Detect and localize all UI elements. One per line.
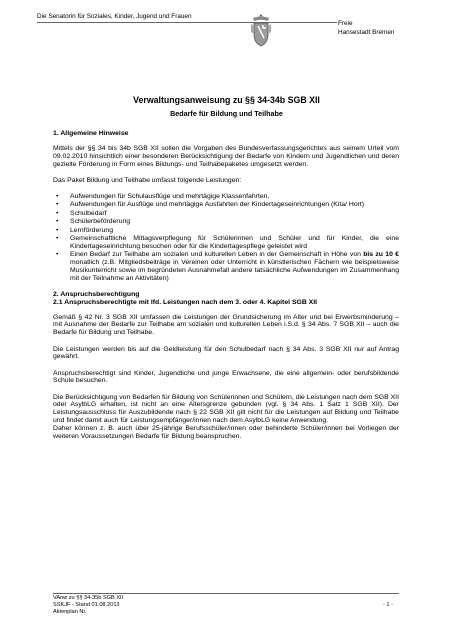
list-item: • Schulbedarf <box>53 210 399 218</box>
list-item-text: monatlich (z.B. Mitgliedsbeiträge in Vereinen oder Unterricht in künstlerischen Fächern wie beispielsweise Musikunterricht sowie im begründeten Ausnahmefall andere tatsächliche Aufwendungen im Zusammenhang mit der Teilnahme an Aktivitäten) <box>70 259 399 283</box>
header-city-line1: Freie <box>338 20 353 27</box>
list-item: • Lernförderung <box>53 227 399 235</box>
header-city <box>338 20 394 38</box>
section2-subheading: 2.1 Anspruchsberechtigte mit lfd. Leistungen nach dem 3. oder 4. Kapitel SGB XII <box>53 298 318 306</box>
page-number: - 1 - <box>383 602 393 608</box>
list-item: • Gemeinschaftliche Mittagsverpflegung für Schülerinnen und Schüler und für Kinder, die eine Kindertageseinrichtung besuchen oder für die Kindertagespflege geleistet wird <box>53 235 399 251</box>
section2-paragraph: Die Leistungen werden bis auf die Geldleistung für den Schulbedarf nach § 34 Abs. 3 SGB XII nur auf Antrag gewährt. <box>53 345 399 361</box>
footer-divider <box>53 593 399 594</box>
header-department: Die Senatorin für Soziales, Kinder, Jugend und Frauen <box>37 13 192 20</box>
section2-heading: 2. Anspruchsberechtigung <box>53 290 140 298</box>
document-body <box>53 130 399 449</box>
list-item: • Aufwendungen für Ausflüge und mehrtägige Ausfahrten der Kindertageseinrichtungen (Kita/ Hort) <box>53 201 399 209</box>
list-item-text: Einen Bedarf zur Teilhabe am sozialen und kulturellen Leben in der Gemeinschaft in Höhe von <box>70 251 364 259</box>
benefits-list <box>53 193 399 283</box>
section2-paragraph: Daher können z. B. auch über 25-jährige Berufsschüler/innen oder behinderte Schüler/innen bei Vorliegen der weiteren Voraussetzungen Bedarfe für Bildung beanspruchen. <box>53 424 399 440</box>
footer <box>53 595 123 616</box>
section1-heading: 1. Allgemeine Hinweise <box>53 130 129 137</box>
footer-status: SSKJF - Stand 01.08.2013 <box>53 601 120 608</box>
section1-paragraph: Mittels der §§ 34 bis 34b SGB XII sollen die Vorgaben des Bundesverfassungsgerichtes aus seinem Urteil vom 09.02.2010 hinsichtlich einer besonderen Berücksichtigung der Bedarfe von Kindern und Jugendlichen und deren gezielte Förderung in Form eines Bildungs- und Teilhabepaketes umgesetzt werden. <box>53 144 399 168</box>
list-item <box>53 251 399 282</box>
section2-paragraph: Die Berücksichtigung von Bedarfen für Bildung von Schülerinnen und Schülern, die Leistungen nach dem SGB XII oder AsylbLG erhalten, ist nicht an eine Altersgrenze gebunden (vgl. § 34 Abs. 1 Satz 1 SGB XII). Der Leistungsausschluss für Auszubildende nach § 22 SGB XII gilt nicht für die Leistungen auf Bildung und Teilhabe und findet damit auch für Leistungsempfänger/innen nach dem AsylbLG keine Anwendung. <box>53 393 399 425</box>
bremen-coat-of-arms-icon <box>250 12 272 48</box>
list-item-emphasis: bis zu 10 € <box>363 251 399 259</box>
header-city-line2: Hansestadt Bremen <box>338 28 395 36</box>
document-subtitle: Bedarfe für Bildung und Teilhabe <box>170 109 283 118</box>
document-title: Verwaltungsanweisung zu §§ 34-34b SGB XII <box>133 95 320 105</box>
section2-paragraph: Anspruchsberechtigt sind Kinder, Jugendliche und junge Erwachsene, die eine allgemein- oder berufsbildende Schule besuchen. <box>53 369 399 385</box>
list-item: • Schülerbeförderung <box>53 218 399 226</box>
list-item: • Aufwendungen für Schulausflüge und mehrtägige Klassenfahrten, <box>53 193 399 201</box>
section2-headings <box>53 291 399 307</box>
header-divider <box>37 22 337 23</box>
footer-reference: VAnw zu §§ 34-35b SGB XII <box>53 595 124 601</box>
section2-paragraph: Gemäß § 42 Nr. 3 SGB XII umfassen die Leistungen der Grundsicherung im Alter und bei Erwerbsminderung – mit Ausnahme der Bedarfe zur Teilhabe am sozialen und kulturellen Leben i.S.d. § 34 Abs. 7 SGB XII – auch die Bedarfe für Bildung und Teilhabe. <box>53 313 399 337</box>
footer-file-plan: Aktenplan Nr. <box>53 608 87 615</box>
section1-paragraph: Das Paket Bildung und Teilhabe umfasst folgende Leistungen: <box>53 176 242 184</box>
